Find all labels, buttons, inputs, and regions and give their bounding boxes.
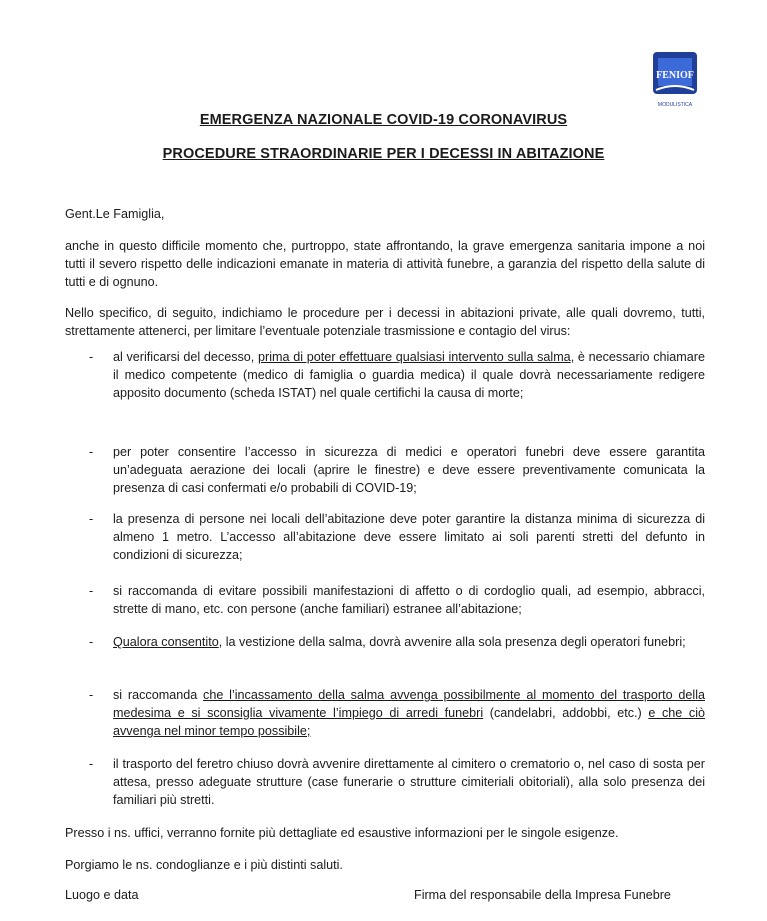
signature-label: Firma del responsabile della Impresa Funebre (414, 888, 671, 902)
list-dash: - (89, 350, 94, 364)
logo-subtext: MODULISTICA (657, 102, 693, 108)
closing-info: Presso i ns. uffici, verranno fornite più dettagliate ed esaustive informazioni per le singole esigenze. (65, 826, 619, 840)
logo-text: FENIOF (656, 70, 694, 81)
list-item-text: si raccomanda di evitare possibili manifestazioni di affetto o di cordoglio quali, ad esempio, abbracci, strette di mano, etc. con persone (anche familiari) estranee all’abitazione; (113, 584, 705, 616)
place-and-date-label: Luogo e data (65, 888, 139, 902)
greeting: Gent.Le Famiglia, (65, 207, 165, 221)
procedure-paragraph: Nello specifico, di seguito, indichiamo le procedure per i decessi in abitazioni private, alle quali dovremo, tutti, strettamente attenerci, per limitare l’eventuale potenziale trasmissione e contagio del virus: (65, 306, 705, 338)
list-dash: - (89, 757, 94, 771)
list-dash: - (89, 512, 94, 526)
list-dash: - (89, 445, 94, 459)
list-item-text: il trasporto del feretro chiuso dovrà avvenire direttamente al cimitero o crematorio o, nel caso di sosta per attesa, presso adeguate strutture (case funerarie o strutture cimiteriali obitoriali), alla solo presenza dei familiari più stretti. (113, 757, 705, 807)
closing-salutation: Porgiamo le ns. condoglianze e i più distinti saluti. (65, 858, 343, 872)
list-dash: - (89, 688, 94, 702)
intro-paragraph: anche in questo difficile momento che, purtroppo, state affrontando, la grave emergenza sanitaria impone a noi tutti il severo rispetto delle indicazioni emanate in materia di attività funebre, a garanzia del rispetto della salute di tutti e di ognuno. (65, 239, 705, 289)
document-title: EMERGENZA NAZIONALE COVID-19 CORONAVIRUS (199, 112, 568, 128)
list-item-text: per poter consentire l’accesso in sicurezza di medici e operatori funebri deve essere garantita un’adeguata aerazione dei locali (aprire le finestre) e deve essere preventivamente comunicata la presenza di casi confermati e/o probabili di COVID-19; (113, 445, 705, 495)
list-dash: - (89, 635, 94, 649)
list-item-text: al verificarsi del decesso, prima di poter effettuare qualsiasi intervento sulla salma, è necessario chiamare il medico competente (medico di famiglia o guardia medica) il quale dovrà necessariamente redigere apposito documento (scheda ISTAT) nel quale certifichi la causa di morte; (113, 350, 705, 400)
list-item-text: Qualora consentito, la vestizione della salma, dovrà avvenire alla sola presenza degli operatori funebri; (113, 635, 686, 649)
list-item-text: si raccomanda che l’incassamento della salma avvenga possibilmente al momento del trasporto della medesima e si sconsiglia vivamente l’impiego di arredi funebri (candelabri, addobbi, etc.) e che ciò avvenga nel minor tempo possibile; (113, 688, 706, 738)
list-item-text: la presenza di persone nei locali dell’abitazione deve poter garantire la distanza minima di sicurezza di almeno 1 metro. L’accesso all’abitazione deve essere limitato ai soli parenti stretti del defunto in condizioni di sicurezza; (113, 512, 705, 562)
list-dash: - (89, 584, 94, 598)
document-subtitle: PROCEDURE STRAORDINARIE PER I DECESSI IN ABITAZIONE (162, 146, 605, 162)
feniof-logo (646, 48, 704, 110)
